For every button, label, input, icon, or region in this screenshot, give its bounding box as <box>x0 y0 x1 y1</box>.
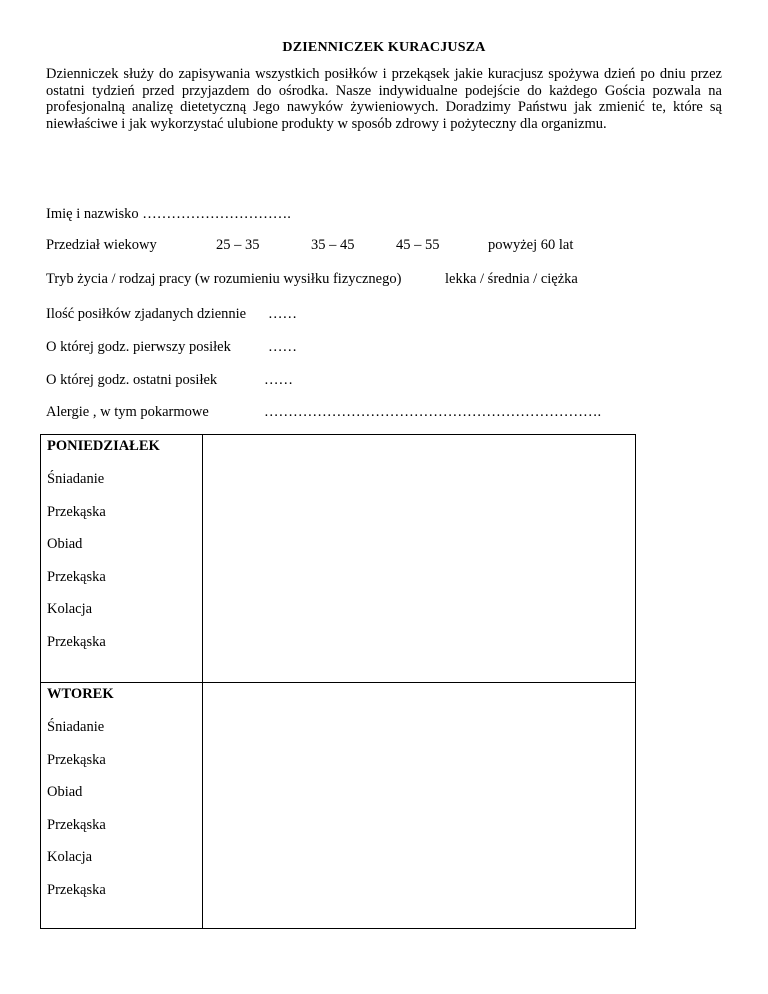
name-field[interactable]: Imię i nazwisko …………………………. <box>46 206 291 222</box>
meal-label: Przekąska <box>47 881 106 898</box>
meal-label: Przekąska <box>47 816 106 833</box>
meal-diary-table <box>40 434 636 929</box>
allergies-blank[interactable]: ……………………………………………………………. <box>264 404 602 420</box>
age-option-4[interactable]: powyżej 60 lat <box>488 237 574 253</box>
day-title: WTOREK <box>47 686 114 702</box>
age-option-1[interactable]: 25 – 35 <box>216 237 260 253</box>
allergies-label: Alergie , w tym pokarmowe <box>46 404 209 420</box>
page-title: DZIENNICZEK KURACJUSZA <box>282 40 486 55</box>
meal-label: Przekąska <box>47 751 106 768</box>
lifestyle-label: Tryb życia / rodzaj pracy (w rozumieniu wysiłku fizycznego) <box>46 271 402 287</box>
meal-label: Przekąska <box>47 503 106 520</box>
meal-label: Śniadanie <box>47 719 105 735</box>
day-entry-area[interactable] <box>203 683 635 928</box>
first-meal-blank[interactable]: …… <box>268 339 297 355</box>
meal-label: Obiad <box>47 536 83 553</box>
lifestyle-options[interactable]: lekka / średnia / ciężka <box>445 271 578 287</box>
meals-count-label: Ilość posiłków zjadanych dziennie <box>46 306 247 322</box>
day-title: PONIEDZIAŁEK <box>47 438 160 454</box>
first-meal-label: O której godz. pierwszy posiłek <box>46 339 231 355</box>
last-meal-label: O której godz. ostatni posiłek <box>46 372 218 388</box>
meal-label: Śniadanie <box>47 471 105 487</box>
meal-label: Obiad <box>47 784 83 801</box>
meal-label: Kolacja <box>47 601 93 618</box>
meal-label: Przekąska <box>47 568 106 585</box>
day-row-tuesday <box>41 682 635 928</box>
age-option-2[interactable]: 35 – 45 <box>311 237 355 253</box>
meal-label: Kolacja <box>47 849 93 866</box>
day-row-monday <box>41 435 635 682</box>
age-option-3[interactable]: 45 – 55 <box>396 237 440 253</box>
day-entry-area[interactable] <box>203 435 635 682</box>
age-label: Przedział wiekowy <box>46 237 157 253</box>
day-label-cell <box>41 683 203 928</box>
intro-paragraph: Dzienniczek służy do zapisywania wszystkich posiłków i przekąsek jakie kuracjusz spożywa dzień po dniu przez ostatni tydzień przed przyjazdem do ośrodka. Nasze indywidualne podejście do każdego Gościa pozwala na profesjonalną analizę dietetyczną Jego nawyków żywieniowych. Doradzimy Państwu jak zmienić te, które są niewłaściwe i jak wykorzystać ulubione produkty w sposób zdrowy i pożyteczny dla organizmu. <box>46 66 722 133</box>
meals-count-blank[interactable]: …… <box>268 306 297 322</box>
meal-label: Przekąska <box>47 633 106 650</box>
day-label-cell <box>41 435 203 682</box>
last-meal-blank[interactable]: …… <box>264 372 293 388</box>
